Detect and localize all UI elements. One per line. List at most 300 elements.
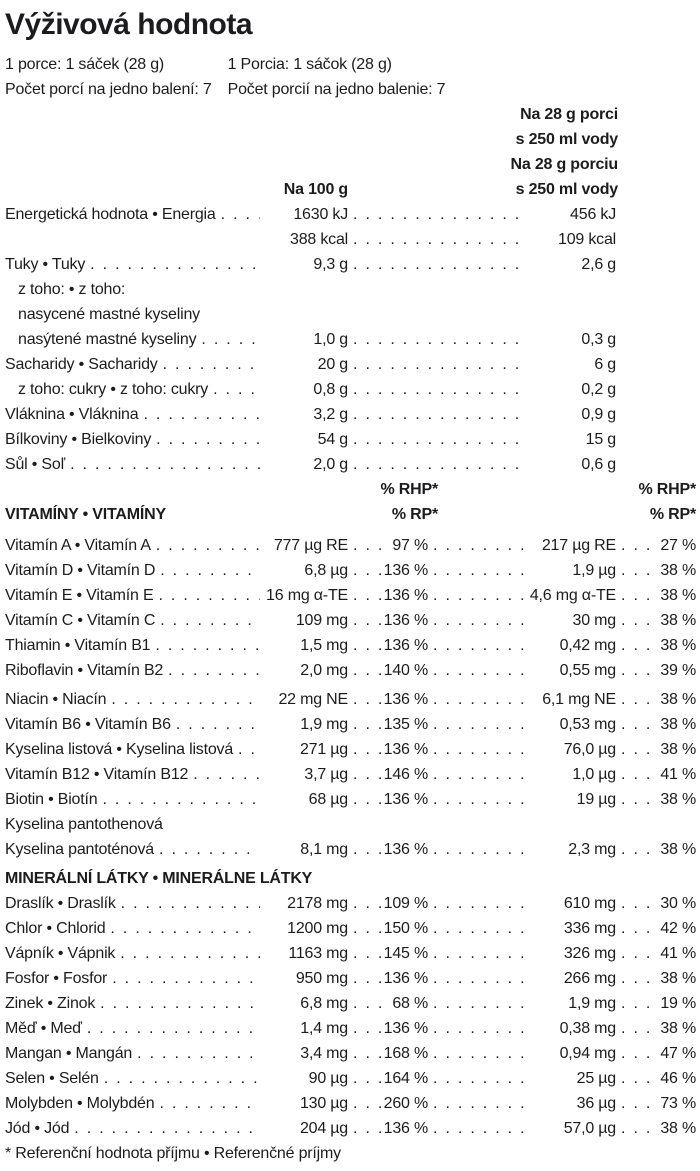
dot-leader [348,377,524,402]
row-label: Sůl • Soľ [5,456,66,473]
dot-leader [348,712,382,737]
serving-info [5,52,696,102]
dot-leader [616,608,650,633]
minerals-section-header-line [5,866,696,891]
per-serving-header: s 250 ml vody [515,131,618,148]
pct-rhp-per-100g: 109 % [383,895,428,912]
pct-rhp-per-100g: 136 % [383,587,428,604]
nutrition-row [5,227,696,252]
dot-leader [115,941,260,966]
dot-leader [196,327,260,352]
nutrition-row [5,916,696,941]
pct-rp-header-100g: % RP* [391,506,438,523]
dot-leader [348,891,382,916]
dot-leader [616,1091,650,1116]
dot-leader [153,583,260,608]
value-per-100g: 3,7 µg [304,766,348,783]
pct-rhp-per-serving: 38 % [660,841,696,858]
dot-leader [348,1041,382,1066]
value-per-100g: 1630 kJ [293,206,348,223]
dot-leader [616,712,650,737]
row-label: Vláknina • Vláknina [5,406,139,423]
dot-leader [616,737,650,762]
dot-leader [105,916,260,941]
nutrition-row [5,1066,696,1091]
nutrition-row [5,352,696,377]
nutrition-row [5,427,696,452]
nutrition-row [5,583,696,608]
pct-rhp-per-serving: 19 % [660,995,696,1012]
dot-leader [233,737,260,762]
row-label: Vitamín A • Vitamín A [5,537,151,554]
nutrition-row [5,687,696,712]
nutrition-row [5,762,696,787]
nutrition-row [5,252,696,277]
row-label: Vitamín B12 • Vitamín B12 [5,766,189,783]
pct-rhp-per-100g: 136 % [383,1120,428,1137]
nutrition-row [5,1091,696,1116]
value-per-100g: 3,2 g [313,406,348,423]
row-label: Měď • Meď [5,1020,82,1037]
pct-rp-header-serving: % RP* [649,506,696,523]
pct-rhp-per-serving: 38 % [660,791,696,808]
pct-rhp-per-serving: 41 % [660,766,696,783]
value-per-100g: 1,4 mg [300,1020,348,1037]
dot-leader [348,1066,382,1091]
pct-rhp-per-100g: 136 % [383,637,428,654]
dot-leader [97,787,260,812]
dot-leader [616,1016,650,1041]
value-per-serving: 0,55 mg [559,662,616,679]
value-per-100g: 950 mg [295,970,348,987]
nutrition-row [5,837,696,862]
servings-per-pack-cz: Počet porcí na jedno balení: 7 [5,81,212,98]
row-label: Bílkoviny • Bielkoviny [5,431,152,448]
value-per-100g: 2,0 mg [300,662,348,679]
value-per-100g: 2,0 g [313,456,348,473]
row-label: Thiamin • Vitamín B1 [5,637,151,654]
value-per-100g: 388 kcal [290,231,348,248]
pct-rhp-per-serving: 38 % [660,716,696,733]
dot-leader [428,941,524,966]
row-label: Niacin • Niacín [5,691,107,708]
value-per-serving: 6,1 mg NE [542,691,616,708]
pct-rhp-per-serving: 30 % [660,895,696,912]
nutrition-row [5,737,696,762]
dot-leader [348,533,382,558]
value-per-serving: 456 kJ [570,206,616,223]
mineral-rows [5,891,696,1141]
page-title: Výživová hodnota [5,8,253,41]
vitamins-section-title: VITAMÍNY • VITAMÍNY [5,506,166,523]
row-label: Sacharidy • Sacharidy [5,356,158,373]
dot-leader [616,687,650,712]
dot-leader [106,687,260,712]
pct-rhp-per-serving: 38 % [660,637,696,654]
dot-leader [428,658,524,683]
nutrition-row [5,1016,696,1041]
value-per-serving: 0,53 mg [559,716,616,733]
value-per-serving: 0,2 g [581,381,616,398]
pct-rhp-per-serving: 38 % [660,691,696,708]
value-per-serving: 15 g [585,431,616,448]
pct-rhp-per-100g: 136 % [383,612,428,629]
dot-leader [171,712,260,737]
value-per-100g: 2178 mg [287,895,348,912]
dot-leader [616,762,650,787]
value-per-100g: 6,8 mg [300,995,348,1012]
value-per-serving: 6 g [594,356,616,373]
dot-leader [348,452,524,477]
dot-leader [348,227,524,252]
dot-leader [348,327,524,352]
dot-leader [348,1016,382,1041]
value-per-serving: 1,0 µg [572,766,616,783]
pct-rhp-per-serving: 38 % [660,1120,696,1137]
dot-leader [216,202,260,227]
dot-leader [428,787,524,812]
vitamins-section-header-line [5,502,696,527]
dot-leader [150,633,260,658]
per-serving-header: s 250 ml vody [515,181,618,198]
row-label: Zinek • Zinok [5,995,96,1012]
row-label: Riboflavin • Vitamín B2 [5,662,164,679]
row-label: Fosfor • Fosfor [5,970,108,987]
dot-leader [428,533,524,558]
value-per-serving: 0,94 mg [559,1045,616,1062]
nutrition-row [5,558,696,583]
dot-leader [348,837,382,862]
nutrition-row [5,402,696,427]
per-serving-header-line [5,102,696,127]
pct-rhp-per-serving: 38 % [660,562,696,579]
dot-leader [428,1091,524,1116]
value-per-serving: 2,3 mg [568,841,616,858]
per-100g-header: Na 100 g [283,181,348,198]
row-label: Molybden • Molybdén [5,1095,155,1112]
nutrition-row [5,277,696,302]
dot-leader [428,966,524,991]
dot-leader [616,787,650,812]
row-label: nasýtené mastné kyseliny [18,331,197,348]
dot-leader [616,1066,650,1091]
value-per-serving: 0,9 g [581,406,616,423]
nutrition-row [5,891,696,916]
row-label: Vitamín C • Vitamín C [5,612,156,629]
dot-leader [107,966,260,991]
serving-info-czech [5,52,212,102]
dot-leader [348,583,382,608]
nutrition-row [5,202,696,227]
minerals-section-title: MINERÁLNÍ LÁTKY • MINERÁLNE LÁTKY [5,870,313,887]
value-per-100g: 130 µg [299,1095,348,1112]
dot-leader [154,1091,260,1116]
dot-leader [155,608,260,633]
value-per-100g: 16 mg α-TE [266,587,348,604]
dot-leader [151,427,260,452]
pct-rhp-per-100g: 97 % [392,537,428,554]
row-label: nasycené mastné kyseliny [18,306,200,323]
pct-rhp-per-100g: 145 % [383,945,428,962]
value-per-serving: 1,9 mg [568,995,616,1012]
row-label: z toho: cukry • z toho: cukry [18,381,209,398]
value-per-100g: 3,4 mg [300,1045,348,1062]
dot-leader [428,633,524,658]
dot-leader [158,352,260,377]
row-label: Selen • Selén [5,1070,99,1087]
pct-rhp-per-100g: 136 % [383,691,428,708]
dot-leader [348,966,382,991]
dot-leader [155,558,260,583]
pct-rhp-per-100g: 150 % [383,920,428,937]
dot-leader [428,583,524,608]
value-per-serving: 610 mg [563,895,616,912]
row-label: Chlor • Chlorid [5,920,106,937]
dot-leader [348,1091,382,1116]
dot-leader [616,941,650,966]
value-per-100g: 777 µg RE [273,537,348,554]
dot-leader [188,762,260,787]
pct-rhp-per-100g: 68 % [392,995,428,1012]
value-per-100g: 6,8 µg [304,562,348,579]
dot-leader [616,558,650,583]
value-per-serving: 0,6 g [581,456,616,473]
dot-leader [154,837,260,862]
pct-rhp-per-serving: 73 % [660,1095,696,1112]
column-headers [5,102,696,202]
per-serving-header: Na 28 g porciu [510,156,618,173]
pct-rhp-per-100g: 135 % [383,716,428,733]
row-label: Kyselina pantothenová [5,816,163,833]
dot-leader [348,687,382,712]
dot-leader [348,352,524,377]
pct-rhp-per-100g: 136 % [383,1020,428,1037]
value-per-serving: 25 µg [576,1070,616,1087]
dot-leader [428,737,524,762]
dot-leader [428,1116,524,1141]
dot-leader [428,1066,524,1091]
pct-rhp-per-100g: 164 % [383,1070,428,1087]
pct-rhp-per-100g: 146 % [383,766,428,783]
nutrition-row [5,712,696,737]
pct-rhp-per-100g: 260 % [383,1095,428,1112]
pct-header-line-1 [5,477,696,502]
macronutrient-rows [5,202,696,477]
dot-leader [428,762,524,787]
dot-leader [616,583,650,608]
dot-leader [616,533,650,558]
dot-leader [95,991,260,1016]
pct-rhp-header-100g: % RHP* [380,481,438,498]
pct-rhp-per-serving: 38 % [660,970,696,987]
dot-leader [348,1116,382,1141]
pct-rhp-per-serving: 38 % [660,741,696,758]
dot-leader [348,941,382,966]
row-label: Biotin • Biotín [5,791,98,808]
row-label: Mangan • Mangán [5,1045,133,1062]
dot-leader [132,1041,260,1066]
serving-size-cz: 1 porce: 1 sáček (28 g) [5,56,165,73]
pct-rhp-per-serving: 46 % [660,1070,696,1087]
dot-leader [99,1066,260,1091]
row-label: Vitamín E • Vitamín E [5,587,154,604]
dot-leader [82,1016,260,1041]
dot-leader [428,687,524,712]
pct-rhp-per-100g: 168 % [383,1045,428,1062]
value-per-serving: 217 µg RE [541,537,616,554]
dot-leader [348,916,382,941]
value-per-serving: 326 mg [563,945,616,962]
nutrition-row [5,608,696,633]
pct-rhp-per-serving: 47 % [660,1045,696,1062]
pct-rhp-per-100g: 136 % [383,562,428,579]
dot-leader [428,891,524,916]
value-per-serving: 19 µg [576,791,616,808]
dot-leader [616,837,650,862]
dot-leader [428,712,524,737]
dot-leader [616,966,650,991]
dot-leader [348,427,524,452]
servings-per-pack-sk: Počet porcií na jedno balenie: 7 [227,81,446,98]
per-100g-header-line [5,177,696,202]
nutrition-row [5,633,696,658]
value-per-serving: 2,6 g [581,256,616,273]
value-per-serving: 1,9 µg [572,562,616,579]
dot-leader [348,991,382,1016]
value-per-serving: 4,6 mg α-TE [529,587,616,604]
pct-rhp-per-serving: 39 % [660,662,696,679]
row-label: Tuky • Tuky [5,256,86,273]
pct-rhp-per-100g: 136 % [383,970,428,987]
serving-info-slovak [228,52,446,102]
pct-rhp-per-serving: 41 % [660,945,696,962]
value-per-serving: 76,0 µg [563,741,616,758]
value-per-serving: 36 µg [576,1095,616,1112]
nutrition-row [5,302,696,327]
dot-leader [151,533,260,558]
pct-rhp-per-serving: 38 % [660,587,696,604]
value-per-100g: 90 µg [308,1070,348,1087]
dot-leader [616,891,650,916]
dot-leader [138,402,260,427]
row-label: Vitamín B6 • Vitamín B6 [5,716,171,733]
row-label: Energetická hodnota • Energia [5,206,216,223]
dot-leader [348,252,524,277]
dot-leader [616,1041,650,1066]
pct-rhp-per-100g: 140 % [383,662,428,679]
dot-leader [348,737,382,762]
nutrition-row [5,533,696,558]
value-per-100g: 109 mg [295,612,348,629]
dot-leader [208,377,260,402]
dot-leader [163,658,260,683]
dot-leader [428,558,524,583]
value-per-100g: 54 g [317,431,348,448]
dot-leader [616,658,650,683]
dot-leader [348,608,382,633]
dot-leader [428,991,524,1016]
dot-leader [69,1116,260,1141]
nutrition-row [5,991,696,1016]
row-label: Draslík • Draslík [5,895,116,912]
row-label: z toho: • z toho: [18,281,126,298]
value-per-100g: 0,8 g [313,381,348,398]
row-label: Vápník • Vápnik [5,945,116,962]
value-per-100g: 1,5 mg [300,637,348,654]
nutrition-row [5,377,696,402]
dot-leader [428,1016,524,1041]
value-per-100g: 68 µg [308,791,348,808]
value-per-100g: 1163 mg [288,945,348,962]
dot-leader [428,1041,524,1066]
value-per-serving: 30 mg [572,612,616,629]
nutrition-row [5,1041,696,1066]
dot-leader [85,252,260,277]
dot-leader [116,891,260,916]
value-per-serving: 57,0 µg [563,1120,616,1137]
value-per-serving: 266 mg [563,970,616,987]
footnote: * Referenční hodnota příjmu • Referenčné príjmy [5,1145,341,1162]
value-per-100g: 204 µg [299,1120,348,1137]
pct-rhp-per-100g: 136 % [383,791,428,808]
vitamin-rows [5,533,696,862]
dot-leader [616,1116,650,1141]
per-serving-header-line [5,152,696,177]
nutrition-row [5,327,696,352]
dot-leader [65,452,260,477]
pct-rhp-per-100g: 136 % [383,741,428,758]
pct-rhp-per-serving: 38 % [660,612,696,629]
serving-size-sk: 1 Porcia: 1 sáčok (28 g) [227,56,392,73]
dot-leader [428,608,524,633]
nutrition-row [5,966,696,991]
nutrition-row [5,452,696,477]
dot-leader [616,916,650,941]
value-per-100g: 1,0 g [313,331,348,348]
value-per-serving: 0,3 g [581,331,616,348]
per-serving-header: Na 28 g porci [520,106,618,123]
dot-leader [348,633,382,658]
dot-leader [428,837,524,862]
pct-rhp-per-serving: 42 % [660,920,696,937]
value-per-serving: 0,38 mg [559,1020,616,1037]
dot-leader [348,558,382,583]
dot-leader [428,916,524,941]
dot-leader [348,402,524,427]
value-per-100g: 9,3 g [313,256,348,273]
value-per-100g: 8,1 mg [300,841,348,858]
dot-leader [348,762,382,787]
row-label: Kyselina pantoténová [5,841,155,858]
dot-leader [616,991,650,1016]
row-label: Kyselina listová • Kyselina listová [5,741,234,758]
value-per-100g: 22 mg NE [278,691,348,708]
dot-leader [348,658,382,683]
value-per-serving: 109 kcal [558,231,616,248]
nutrition-row [5,1116,696,1141]
value-per-100g: 271 µg [299,741,348,758]
pct-rhp-header-serving: % RHP* [638,481,696,498]
row-label: Jód • Jód [5,1120,70,1137]
per-serving-header-line [5,127,696,152]
value-per-100g: 20 g [317,356,348,373]
nutrition-row [5,812,696,837]
row-label: Vitamín D • Vitamín D [5,562,156,579]
value-per-100g: 1200 mg [287,920,348,937]
pct-rhp-per-serving: 27 % [660,537,696,554]
dot-leader [348,202,524,227]
pct-rhp-per-serving: 38 % [660,1020,696,1037]
